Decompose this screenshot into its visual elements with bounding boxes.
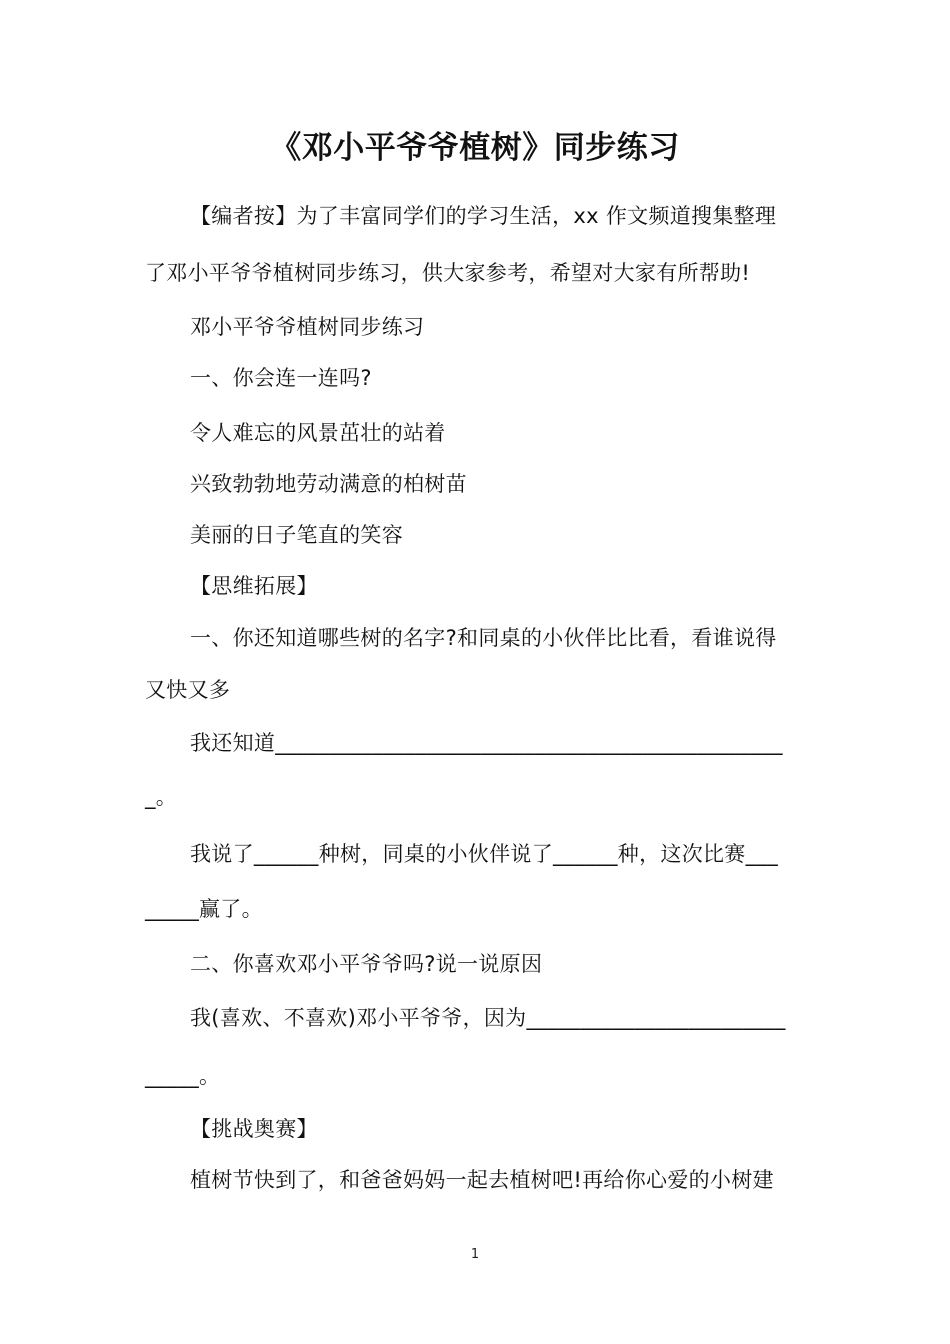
editor-note-line-2: 了邓小平爷爷植树同步练习，供大家参考，希望对大家有所帮助!: [145, 261, 751, 285]
section-challenge: 【挑战奥赛】: [190, 1117, 318, 1141]
match-row-1: 令人难忘的风景茁壮的站着: [190, 421, 446, 445]
fill-in-competition-line-1: 我说了______种树，同桌的小伙伴说了______种，这次比赛___: [190, 842, 778, 866]
fill-in-trees-known: 我还知道_______________________________________________: [190, 731, 783, 755]
question-1-heading: 一、你会连一连吗?: [190, 366, 372, 390]
fill-in-competition-line-2: _____赢了。: [145, 897, 263, 921]
fill-in-reason-line-2: _____。: [145, 1064, 221, 1088]
editor-note-line-1: 【编者按】为了丰富同学们的学习生活，xx 作文频道搜集整理: [190, 204, 777, 228]
exercise-heading: 邓小平爷爷植树同步练习: [190, 315, 425, 339]
question-2-heading: 二、你喜欢邓小平爷爷吗?说一说原因: [190, 952, 543, 976]
section-thinking-expansion: 【思维拓展】: [190, 574, 318, 598]
document-title: 《邓小平爷爷植树》同步练习: [270, 130, 680, 166]
fill-in-trees-known-end: _。: [145, 785, 178, 809]
expansion-question-1-line-2: 又快又多: [145, 678, 231, 702]
fill-in-reason-line-1: 我(喜欢、不喜欢)邓小平爷爷，因为________________________: [190, 1006, 786, 1030]
match-row-3: 美丽的日子笔直的笑容: [190, 523, 403, 547]
match-row-2: 兴致勃勃地劳动满意的柏树苗: [190, 472, 467, 496]
expansion-question-1-line-1: 一、你还知道哪些树的名字?和同桌的小伙伴比比看，看谁说得: [190, 626, 777, 650]
page-number: 1: [470, 1247, 480, 1262]
challenge-text-line-1: 植树节快到了，和爸爸妈妈一起去植树吧!再给你心爱的小树建: [190, 1168, 774, 1192]
